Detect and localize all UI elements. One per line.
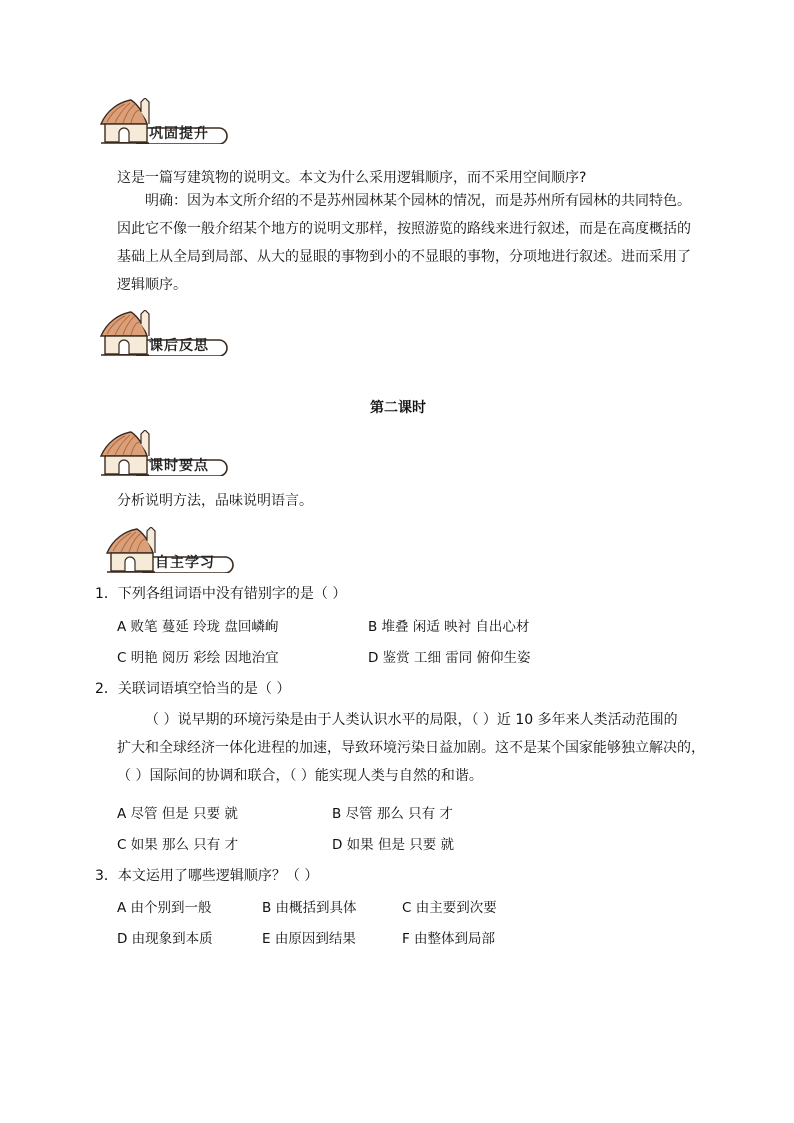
q2-option-c: C 如果 那么 只有 才: [117, 837, 239, 853]
q2-option-d: D 如果 但是 只要 就: [332, 837, 455, 853]
answer-line: 明确：因为本文所介绍的不是苏州园林某个园林的情况，而是苏州所有园林的共同特色。: [145, 193, 691, 209]
section-badge-reflection: [97, 310, 229, 356]
q2-option-b: B 尽管 那么 只有 才: [332, 806, 453, 822]
passage-line: （ ）国际间的协调和联合，（ ）能实现人类与自然的和谐。: [117, 768, 483, 784]
answer-paragraph: [117, 187, 707, 299]
section-badge-self-study: [103, 527, 235, 573]
passage-line: （ ）说早期的环境污染是由于人类认识水平的局限，（ ）近 10 多年来人类活动范围的: [145, 712, 678, 728]
key-points-text: 分析说明方法，品味说明语言。: [117, 493, 313, 509]
section-badge-key-points: [97, 430, 229, 476]
q1-option-c: C 明艳 阅历 彩绘 因地治宜: [117, 650, 279, 666]
section-badge-label: 巩固提升: [149, 126, 209, 142]
answer-line: 基础上从全局到局部、从大的显眼的事物到小的不显眼的事物，分项地进行叙述。进而采用了: [117, 249, 691, 265]
passage-line: 扩大和全球经济一体化进程的加速，导致环境污染日益加剧。这不是某个国家能够独立解决的，: [117, 740, 705, 756]
q3-option-c: C 由主要到次要: [402, 900, 497, 916]
q1-option-d: D 鉴赏 工细 雷同 俯仰生姿: [368, 650, 531, 666]
q2-option-a: A 尽管 但是 只要 就: [117, 806, 238, 822]
q1-option-a: A 败笔 蔓延 玲珑 盘回嶙峋: [117, 619, 279, 635]
question-3-stem: 3．本文运用了哪些逻辑顺序？（ ）: [95, 868, 319, 884]
question-1-stem: 1．下列各组词语中没有错别字的是（ ）: [95, 586, 347, 602]
q3-option-e: E 由原因到结果: [262, 931, 356, 947]
lesson-title: 第二课时: [370, 400, 426, 416]
q3-option-d: D 由现象到本质: [117, 931, 213, 947]
answer-line: 因此它不像一般介绍某个地方的说明文那样，按照游览的路线来进行叙述，而是在高度概括的: [117, 221, 691, 237]
q3-option-a: A 由个别到一般: [117, 900, 212, 916]
question-text: 这是一篇写建筑物的说明文。本文为什么采用逻辑顺序，而不采用空间顺序?: [117, 170, 587, 186]
question-2-stem: 2．关联词语填空恰当的是（ ）: [95, 681, 291, 697]
q2-passage: [117, 706, 707, 790]
answer-line: 逻辑顺序。: [117, 277, 187, 293]
q3-option-b: B 由概括到具体: [262, 900, 357, 916]
section-badge-label: 课时要点: [149, 458, 209, 474]
q3-option-f: F 由整体到局部: [402, 931, 496, 947]
section-badge-consolidate: [97, 98, 229, 144]
q1-option-b: B 堆叠 闲适 映衬 自出心材: [368, 619, 530, 635]
section-badge-label: 自主学习: [155, 555, 215, 571]
section-badge-label: 课后反思: [149, 338, 209, 354]
